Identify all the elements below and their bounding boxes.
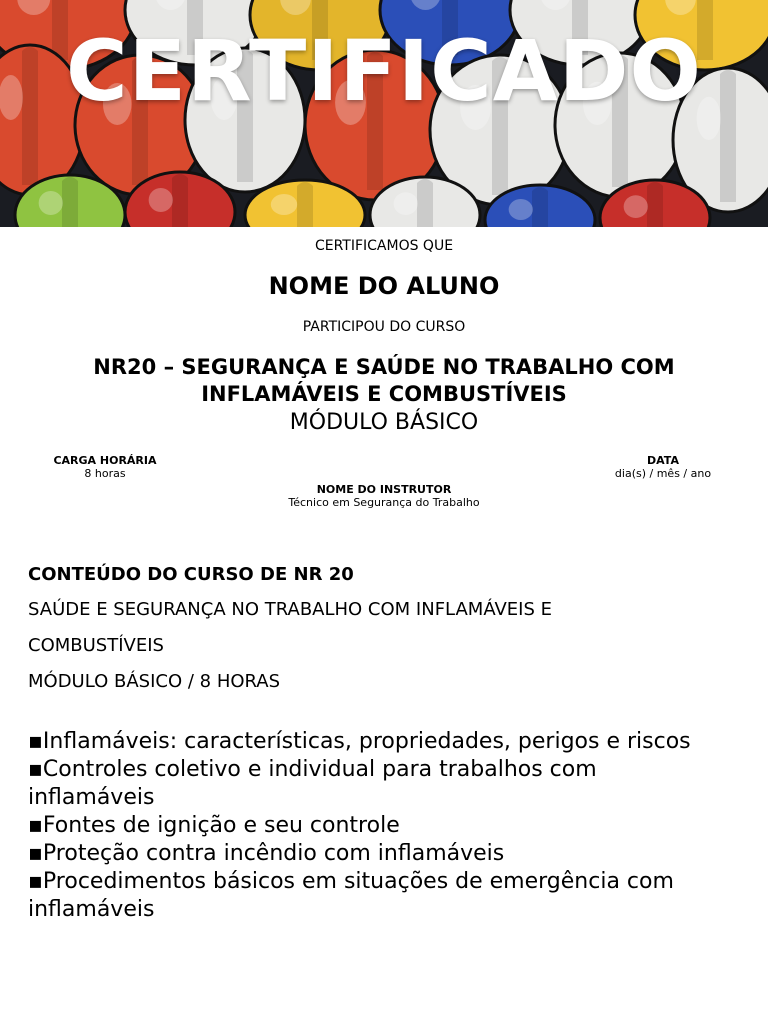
course-title-line-2: INFLAMÁVEIS E COMBUSTÍVEIS — [201, 382, 567, 406]
instructor-label: NOME DO INSTRUTOR — [316, 483, 452, 496]
header-banner — [0, 0, 768, 227]
student-name: NOME DO ALUNO — [268, 272, 500, 300]
date-label: DATA — [647, 454, 679, 467]
topic-item: ▪ Procedimentos básicos em situações de emergência com inflamáveis — [28, 868, 728, 924]
topics-list — [28, 728, 728, 924]
date-block — [590, 454, 736, 480]
topic-item: ▪ Controles coletivo e individual para trabalhos com inflamáveis — [28, 756, 728, 812]
workload-value: 8 horas — [84, 467, 126, 480]
content-line-3: MÓDULO BÁSICO / 8 HORAS — [28, 671, 281, 692]
date-value: dia(s) / mês / ano — [614, 467, 712, 480]
content-heading: CONTEÚDO DO CURSO DE NR 20 — [28, 564, 354, 585]
topic-item: ▪ Inflamáveis: características, propriedades, perigos e riscos — [28, 728, 728, 756]
course-module: MÓDULO BÁSICO — [289, 410, 479, 435]
topic-item: ▪ Fontes de ignição e seu controle — [28, 812, 728, 840]
content-line-2: COMBUSTÍVEIS — [28, 635, 164, 656]
workload-label: CARGA HORÁRIA — [53, 454, 157, 467]
certificate-title: CERTIFICADO — [66, 22, 702, 120]
workload-block — [40, 454, 170, 480]
certify-label: CERTIFICAMOS QUE — [314, 238, 454, 254]
participated-label: PARTICIPOU DO CURSO — [302, 319, 466, 335]
instructor-value: Técnico em Segurança do Trabalho — [288, 496, 480, 509]
content-line-1: SAÚDE E SEGURANÇA NO TRABALHO COM INFLAMÁVEIS E — [28, 599, 553, 620]
topic-item: ▪ Proteção contra incêndio com inflamáveis — [28, 840, 728, 868]
course-title-line-1: NR20 – SEGURANÇA E SAÚDE NO TRABALHO COM — [93, 355, 675, 379]
instructor-block — [234, 483, 534, 509]
